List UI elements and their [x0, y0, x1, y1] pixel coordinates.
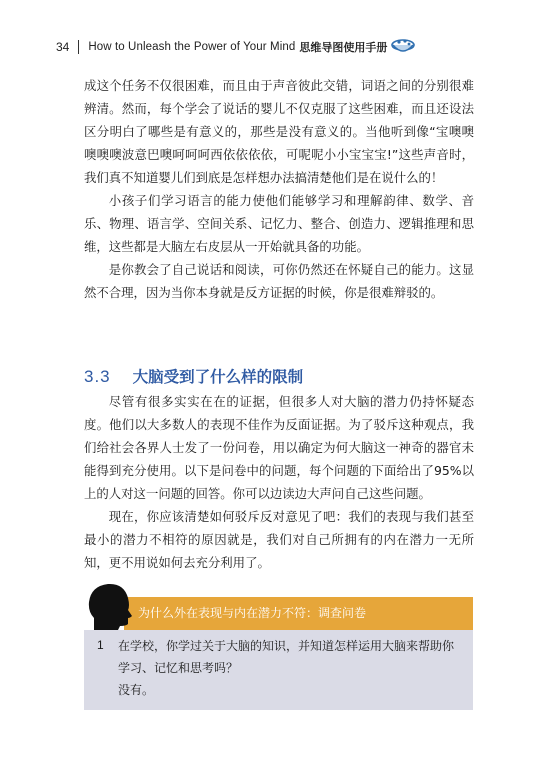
paragraph: 现在，你应该清楚如何驳斥反对意见了吧：我们的表现与我们甚至最小的潜力不相符的原因就是，我们对自己所拥有的内在潜力一无所知，更不用说如何去充分利用了。 — [84, 509, 474, 570]
paragraph: 小孩子们学习语言的能力使他们能够学习和理解韵律、数学、音乐、物理、语言学、空间关系、记忆力、整合、创造力、逻辑推理和思维，这些都是大脑左右皮层从一开始就具备的功能。 — [84, 193, 474, 254]
section-heading — [84, 365, 303, 387]
paragraph: 成这个任务不仅很困难，而且由于声音彼此交错，词语之间的分别很难辨清。然而，每个学会了说话的婴儿不仅克服了这些困难，而且还设法区分明白了哪些是有意义的，那些是没有意义的。当他听到像“宝噢噢噢噢噢波意巴噢呵呵呵西依依依依，可呢呢小小宝宝宝!”这些声音时，我们真不知道婴儿们到底是怎样想办法搞清楚他们是在说什么的！ — [84, 78, 474, 185]
section-title: 大脑受到了什么样的限制 — [132, 368, 304, 386]
header-divider — [78, 40, 79, 54]
paragraph: 是你教会了自己说话和阅读，可你仍然还在怀疑自己的能力。这显然不合理，因为当你本身就是反方证据的时候，你是很难辩驳的。 — [84, 262, 474, 300]
body-text-bottom — [84, 390, 474, 574]
running-header — [56, 38, 416, 56]
survey-title-bar: 为什么外在表现与内在潜力不符：调查问卷 — [124, 597, 473, 630]
book-title-english: How to Unleash the Power of Your Mind — [88, 41, 296, 53]
page-number: 34 — [56, 40, 70, 54]
survey-question-panel — [84, 630, 473, 710]
answer-text: 没有。 — [118, 683, 155, 697]
question-text: 在学校，你学过关于大脑的知识，并知道怎样运用大脑来帮助你学习、记忆和思考吗？ — [118, 639, 455, 675]
section-number: 3.3 — [84, 367, 111, 386]
mind-cup-icon — [390, 37, 416, 58]
book-title-chinese: 思维导图使用手册 — [299, 41, 388, 54]
question-number: 1 — [97, 638, 104, 652]
body-text-top — [84, 74, 474, 304]
paragraph: 尽管有很多实实在在的证据，但很多人对大脑的潜力仍持怀疑态度。他们以大多数人的表现不佳作为反面证据。为了驳斥这种观点，我们给社会各界人士发了一份问卷，用以确定为何大脑这一神奇的器官未能得到充分使用。以下是问卷中的问题，每个问题的下面给出了95%以上的人对这一问题的回答。你可以边读边大声问自己这些问题。 — [84, 394, 474, 501]
survey-box — [84, 597, 473, 710]
head-silhouette-icon — [84, 582, 136, 634]
